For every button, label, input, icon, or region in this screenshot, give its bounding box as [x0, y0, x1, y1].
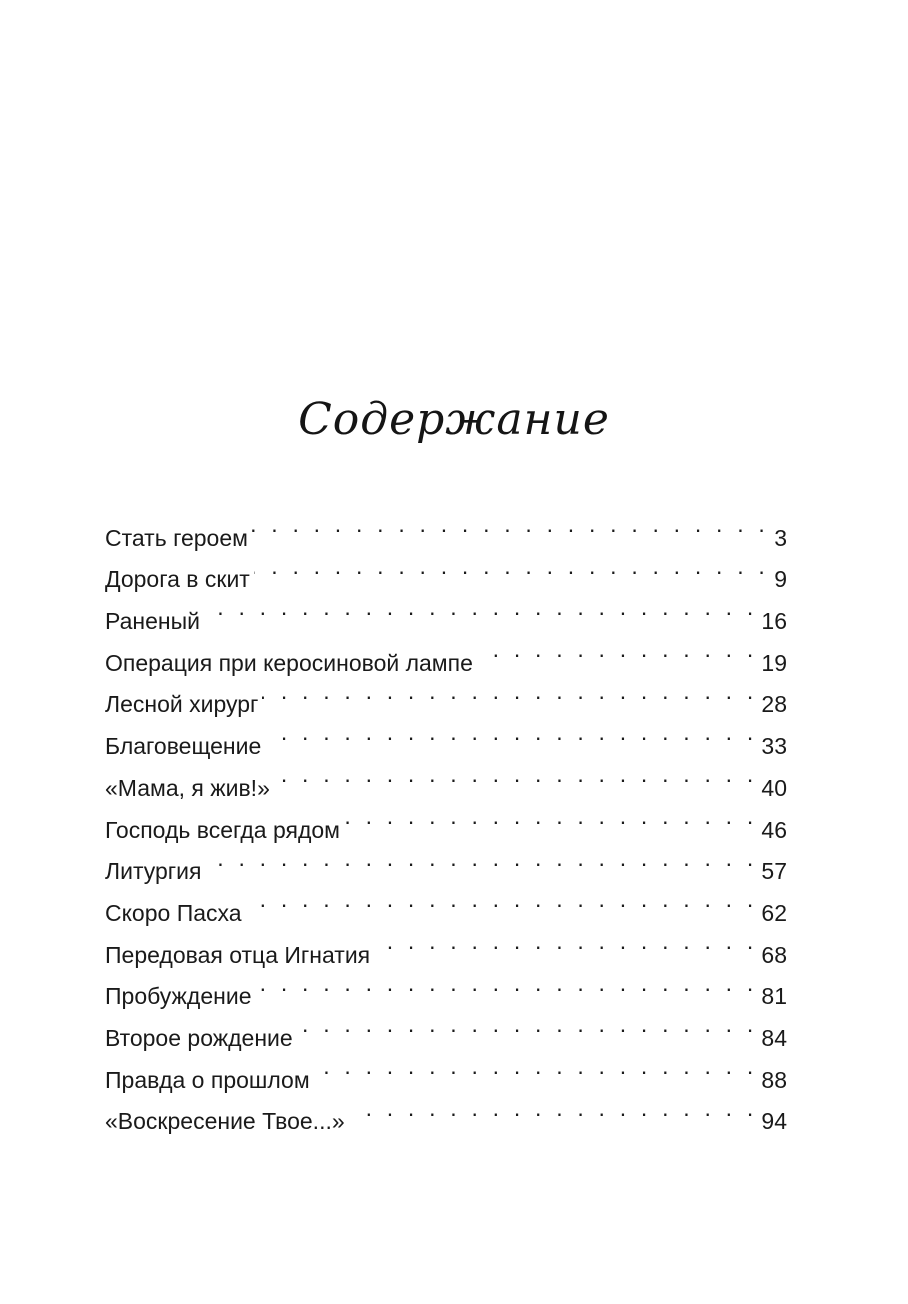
toc-entry-title: Стать героем [105, 524, 248, 551]
toc-entry-title: Господь всегда рядом [105, 816, 340, 843]
toc-entry-page: 46 [761, 816, 787, 843]
toc-entry-title: Литургия [105, 858, 202, 885]
toc-entry-title: Второе рождение [105, 1024, 293, 1051]
toc-entry-title: Пробуждение [105, 983, 252, 1010]
toc-entry-page: 3 [774, 524, 787, 551]
dot-leader [344, 796, 757, 838]
toc-entry-title: Дорога в скит [105, 566, 250, 593]
dot-leader [349, 1088, 758, 1130]
dot-leader [204, 587, 757, 629]
toc-entry [105, 838, 787, 885]
dot-leader [265, 712, 757, 754]
toc-entry-page: 62 [761, 899, 787, 926]
toc-entry-page: 94 [761, 1108, 787, 1135]
dot-leader [254, 546, 769, 588]
toc-entry-page: 33 [761, 733, 787, 760]
toc-entry [105, 879, 787, 926]
toc-entry-title: Лесной хирург [105, 691, 259, 718]
toc-entry [105, 629, 787, 676]
toc-entry-title: Правда о прошлом [105, 1066, 310, 1093]
dot-leader [262, 671, 757, 713]
toc-entry-title: Благовещение [105, 733, 262, 760]
table-of-contents [105, 504, 787, 1135]
page-title: Содержание [298, 394, 610, 445]
toc-entry [105, 504, 787, 551]
toc-entry-title: Раненый [105, 608, 200, 635]
toc-entry-title: Скоро Пасха [105, 899, 242, 926]
toc-entry-page: 84 [761, 1024, 787, 1051]
dot-leader [255, 963, 757, 1005]
toc-entry-page: 88 [761, 1066, 787, 1093]
toc-entry-page: 19 [761, 649, 787, 676]
dot-leader [374, 921, 757, 963]
dot-leader [246, 879, 758, 921]
dot-leader [477, 629, 758, 671]
toc-entry-page: 40 [761, 774, 787, 801]
toc-entry-page: 81 [761, 983, 787, 1010]
toc-entry-page: 16 [761, 608, 787, 635]
dot-leader [205, 838, 757, 880]
toc-entry-page: 28 [761, 691, 787, 718]
dot-leader [274, 754, 758, 796]
dot-leader [297, 1004, 758, 1046]
dot-leader [314, 1046, 758, 1088]
toc-entry-title: Операция при керосиновой лампе [105, 649, 473, 676]
toc-entry-title: «Воскресение Твое...» [105, 1108, 345, 1135]
toc-entry-page: 9 [774, 566, 787, 593]
dot-leader [252, 504, 769, 546]
toc-entry-page: 57 [761, 858, 787, 885]
toc-entry-page: 68 [761, 941, 787, 968]
toc-entry-title: «Мама, я жив!» [105, 774, 270, 801]
toc-entry-title: Передовая отца Игнатия [105, 941, 371, 968]
toc-entry [105, 587, 787, 635]
